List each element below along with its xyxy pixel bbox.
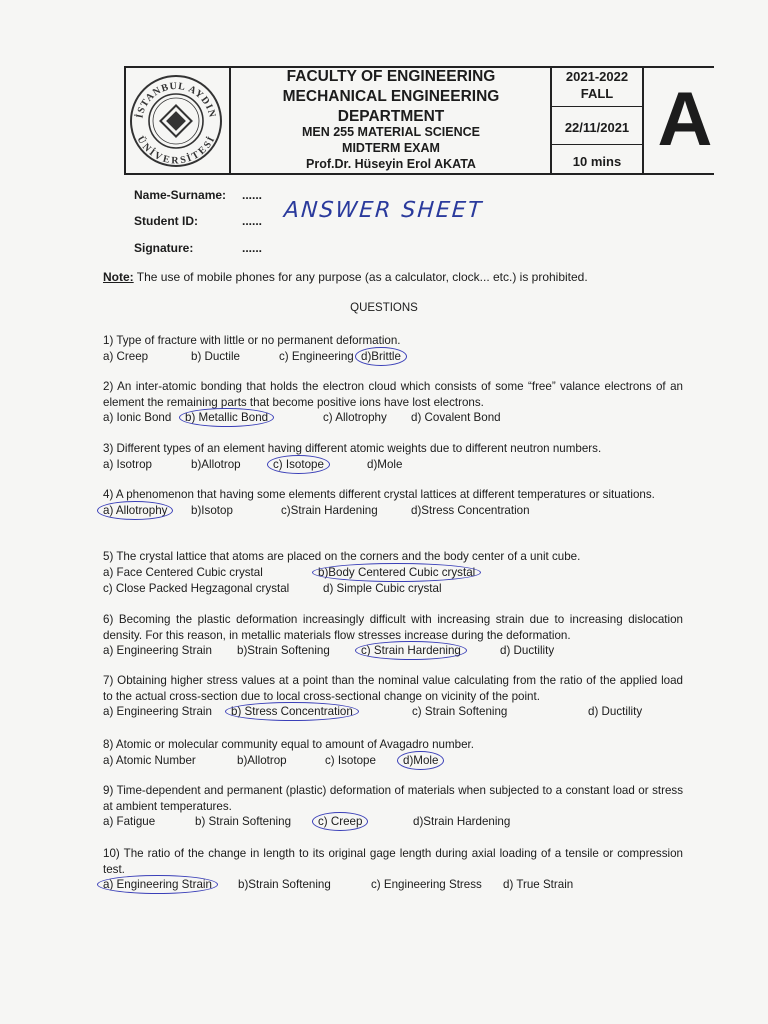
option-c[interactable]: c) Engineering	[279, 349, 354, 363]
option-a[interactable]: a) Engineering Strain	[103, 644, 212, 657]
question-stem: 10) The ratio of the change in length to its original gage length during axial loading of a tensile or compression test.	[103, 847, 683, 876]
student-id-label: Student ID:	[134, 214, 198, 228]
exam-duration: 10 mins	[572, 154, 622, 169]
question-5	[103, 549, 683, 597]
options-row	[103, 753, 683, 769]
option-b[interactable]: b)Allotrop	[237, 753, 287, 767]
option-b[interactable]: b)Strain Softening	[238, 878, 331, 891]
option-d[interactable]: d) Ductility	[500, 644, 555, 657]
option-a[interactable]: a) Face Centered Cubic crystal	[103, 565, 263, 579]
option-c[interactable]: c)Strain Hardening	[281, 503, 378, 517]
name-blank: ......	[242, 188, 263, 202]
option-c[interactable]: c) Allotrophy	[323, 411, 387, 424]
answer-circle	[355, 347, 407, 366]
option-a[interactable]: a) Atomic Number	[103, 753, 196, 767]
option-a[interactable]: a) Isotrop	[103, 457, 152, 471]
answer-circle	[179, 408, 274, 427]
option-b[interactable]: b) Metallic Bond	[185, 411, 269, 424]
exam-type: MIDTERM EXAM	[342, 141, 440, 155]
option-b[interactable]: b) Strain Softening	[195, 815, 292, 828]
option-b[interactable]: b)Allotrop	[191, 457, 241, 471]
faculty-name: FACULTY OF ENGINEERING	[286, 68, 496, 85]
option-d[interactable]: d) Ductility	[588, 705, 643, 718]
question-stem: 5) The crystal lattice that atoms are placed on the corners and the body center of a unit cube.	[103, 550, 581, 563]
answer-circle	[312, 812, 368, 831]
option-a[interactable]: a) Allotrophy	[103, 503, 168, 517]
option-b[interactable]: b)Body Centered Cubic crystal	[318, 565, 476, 579]
question-stem: 3) Different types of an element having different atomic weights due to different neutron numbers.	[103, 442, 602, 455]
option-c[interactable]: c) Close Packed Hegzagonal crystal	[103, 581, 290, 595]
question-8	[103, 737, 683, 769]
university-seal-logo	[128, 73, 224, 169]
seal-text-bottom: ÜNİVERSİTESİ	[134, 134, 218, 167]
note-text: The use of mobile phones for any purpose (as a calculator, clock... etc.) is prohibited.	[133, 270, 588, 284]
option-d[interactable]: d)Strain Hardening	[413, 815, 511, 828]
answer-circle	[225, 702, 359, 721]
option-d[interactable]: d)Stress Concentration	[411, 503, 530, 517]
faculty-title	[232, 67, 550, 127]
answer-circle	[267, 455, 330, 474]
question-stem: 6) Becoming the plastic deformation increasingly difficult with increasing strain due to increasing dislocation density. For this reason, in metallic materials flow stresses increase during the deformation.	[103, 613, 683, 642]
course-name: MEN 255 MATERIAL SCIENCE	[301, 125, 481, 139]
answer-circle	[397, 751, 444, 770]
question-6	[103, 612, 683, 659]
exam-date: 22/11/2021	[564, 120, 630, 135]
question-stem: 4) A phenomenon that having some elements different crystal lattices at different temperatures or situations.	[103, 488, 655, 501]
option-c[interactable]: c) Isotope	[273, 457, 324, 471]
seal-text-top: İSTANBUL AYDIN	[134, 80, 218, 120]
svg-text:ÜNİVERSİTESİ	[135, 133, 218, 166]
question-1	[103, 333, 683, 365]
question-10	[103, 846, 683, 893]
options-row	[103, 643, 683, 659]
department-name: MECHANICAL ENGINEERING DEPARTMENT	[282, 88, 500, 125]
question-3	[103, 441, 683, 473]
option-b[interactable]: b)Isotop	[191, 503, 233, 517]
option-a[interactable]: a) Engineering Strain	[103, 878, 212, 891]
academic-term	[552, 68, 642, 102]
option-b[interactable]: b) Ductile	[191, 349, 240, 363]
question-stem: 9) Time-dependent and permanent (plastic) deformation of materials when subjected to a constant load or stress at ambient temperatures.	[103, 784, 683, 813]
option-c[interactable]: c) Engineering Stress	[371, 878, 482, 891]
option-a[interactable]: a) Engineering Strain	[103, 705, 212, 718]
answer-circle	[97, 501, 173, 520]
exam-form-letter: A	[657, 77, 713, 162]
student-id-row	[134, 214, 263, 228]
option-d[interactable]: d)Mole	[403, 753, 439, 767]
option-d[interactable]: d) Simple Cubic crystal	[323, 581, 442, 595]
question-2	[103, 379, 683, 426]
option-a[interactable]: a) Fatigue	[103, 815, 156, 828]
options-row	[103, 349, 683, 365]
option-c[interactable]: c) Strain Hardening	[361, 644, 461, 657]
option-d[interactable]: d) True Strain	[503, 878, 574, 891]
signature-row	[134, 241, 263, 255]
options-row	[103, 565, 683, 581]
question-stem: 7) Obtaining higher stress values at a point than the nominal value calculating from the ratio of the applied load to the actual cross-section due to local cross-sectional change on vicinity of the point.	[103, 674, 683, 703]
option-d[interactable]: d)Mole	[367, 457, 403, 471]
option-a[interactable]: a) Creep	[103, 349, 149, 363]
professor-name: Prof.Dr. Hüseyin Erol AKATA	[306, 157, 476, 171]
options-row	[103, 457, 683, 473]
question-4	[103, 487, 683, 519]
question-stem: 2) An inter-atomic bonding that holds the electron cloud which consists of some “free” valance electrons of an element the remaining parts that become positive ions have lost electrons.	[103, 380, 683, 409]
options-row	[103, 704, 683, 720]
options-row	[103, 410, 683, 426]
option-b[interactable]: b) Stress Concentration	[231, 705, 353, 718]
question-9	[103, 783, 683, 830]
answer-circle	[355, 641, 467, 660]
option-c[interactable]: c) Strain Softening	[412, 705, 508, 718]
options-row	[103, 814, 683, 830]
options-row	[103, 503, 683, 519]
name-label: Name-Surname:	[134, 188, 227, 202]
questions-heading: QUESTIONS	[350, 302, 418, 314]
name-row	[134, 188, 263, 202]
signature-blank: ......	[242, 241, 263, 255]
academic-year: 2021-2022	[565, 69, 629, 84]
option-c[interactable]: c) Isotope	[325, 753, 376, 767]
options-row	[103, 877, 683, 893]
option-b[interactable]: b)Strain Softening	[237, 644, 330, 657]
note-label: Note:	[103, 270, 134, 284]
semester: FALL	[580, 86, 614, 101]
signature-label: Signature:	[134, 241, 194, 255]
answer-circle	[312, 563, 481, 582]
option-a[interactable]: a) Ionic Bond	[103, 411, 172, 424]
question-stem: 1) Type of fracture with little or no permanent deformation.	[103, 334, 401, 347]
answer-circle	[97, 875, 218, 894]
note	[103, 270, 588, 284]
question-stem: 8) Atomic or molecular community equal to amount of Avagadro number.	[103, 738, 474, 751]
options-row	[103, 581, 683, 597]
course-block	[232, 124, 550, 172]
option-d[interactable]: d)Brittle	[361, 349, 401, 363]
question-7	[103, 673, 683, 720]
handwritten-answer-sheet: ANSWER SHEET	[283, 198, 485, 223]
student-id-blank: ......	[242, 214, 263, 228]
option-d[interactable]: d) Covalent Bond	[411, 411, 501, 424]
option-c[interactable]: c) Creep	[318, 815, 363, 828]
